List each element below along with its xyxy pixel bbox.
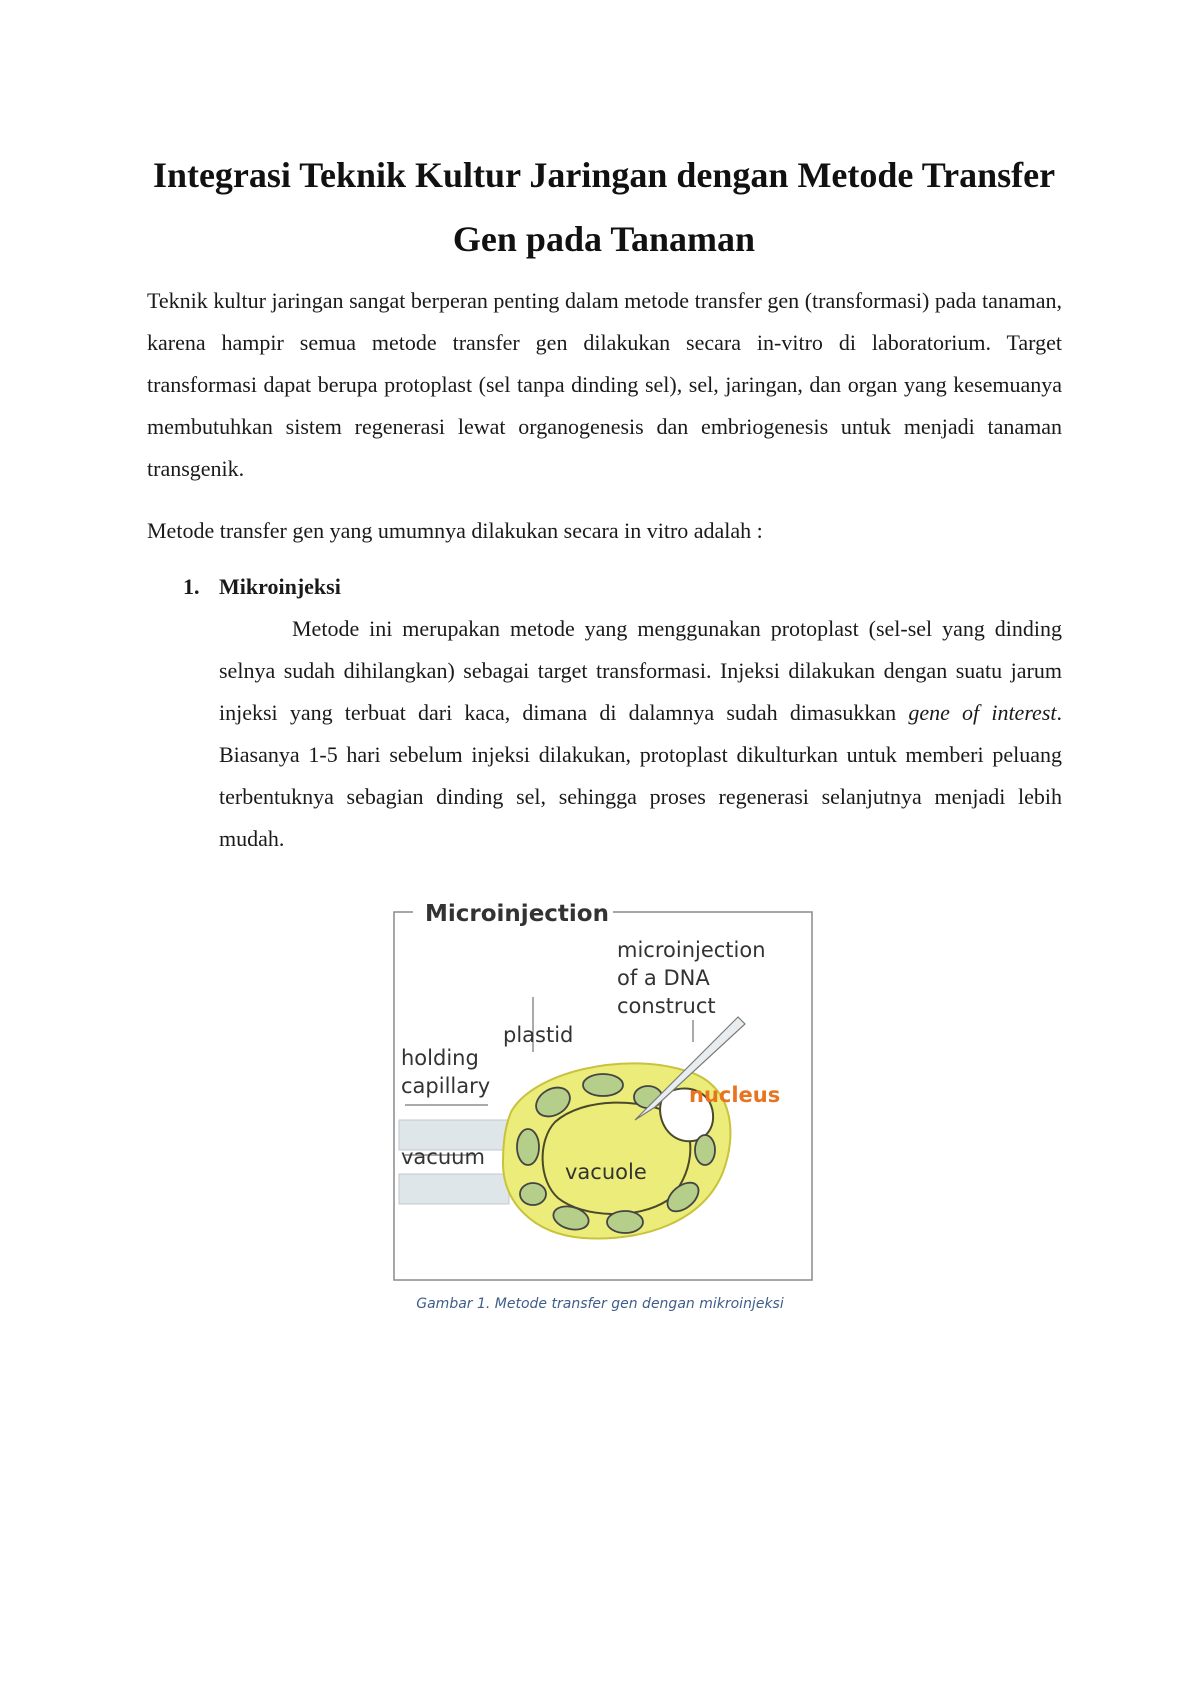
microinjection-paragraph [219,608,1062,860]
plastid [520,1183,546,1205]
label-plastid: plastid [503,1023,574,1047]
label-microinjection: microinjection [617,938,766,962]
label-capillary: capillary [401,1074,491,1098]
intro-paragraph: Teknik kultur jaringan sangat berperan penting dalam metode transfer gen (transformasi) pada tanaman, karena hampir semua metode transfer gen dilakukan secara in-vitro di laboratorium. Target transformasi dapat berupa protoplast (sel tanpa dinding sel), sel, jaringan, dan organ yang kesemuanya membutuhkan sistem regenerasi lewat organogenesis dan embriogenesis untuk menjadi tanaman transgenik. [147,288,1062,481]
plastid [607,1211,643,1233]
italic-term: gene of interest [908,700,1057,725]
paragraph-text-part2: . Biasanya 1-5 hari sebelum injeksi dilakukan, protoplast dikulturkan untuk memberi peluang terbentuknya sebagian dinding sel, sehingga proses regenerasi selanjutnya menjadi lebih mudah. [219,700,1062,851]
document-title: Integrasi Teknik Kultur Jaringan dengan Metode Transfer Gen pada Tanaman [152,155,1056,259]
plastid [583,1074,623,1096]
methods-intro-paragraph: Metode transfer gen yang umumnya dilakukan secara in vitro adalah : [147,518,763,543]
label-holding: holding [401,1046,479,1070]
list-number: 1. [183,574,200,599]
figure-caption: Gambar 1. Metode transfer gen dengan mikroinjeksi [416,1296,784,1312]
holding-capillary-bottom [399,1174,509,1204]
label-vacuole: vacuole [565,1160,647,1184]
plastid [695,1135,715,1165]
plastid [517,1129,539,1165]
microinjection-figure [393,902,813,1282]
list-item-heading [183,566,341,608]
list-heading: Mikroinjeksi [219,574,341,599]
label-nucleus: nucleus [689,1083,781,1107]
label-vacuum: vacuum [401,1145,485,1169]
figure-heading: Microinjection [425,902,609,927]
label-construct: construct [617,994,716,1018]
label-of-dna: of a DNA [617,966,710,990]
paragraph-text-part1: Metode ini merupakan metode yang menggunakan protoplast (sel-sel yang dinding selnya sudah dihilangkan) sebagai target transformasi. Injeksi dilakukan dengan suatu jarum injeksi yang terbuat dari kaca, dimana di dalamnya sudah dimasukkan [219,616,1062,725]
